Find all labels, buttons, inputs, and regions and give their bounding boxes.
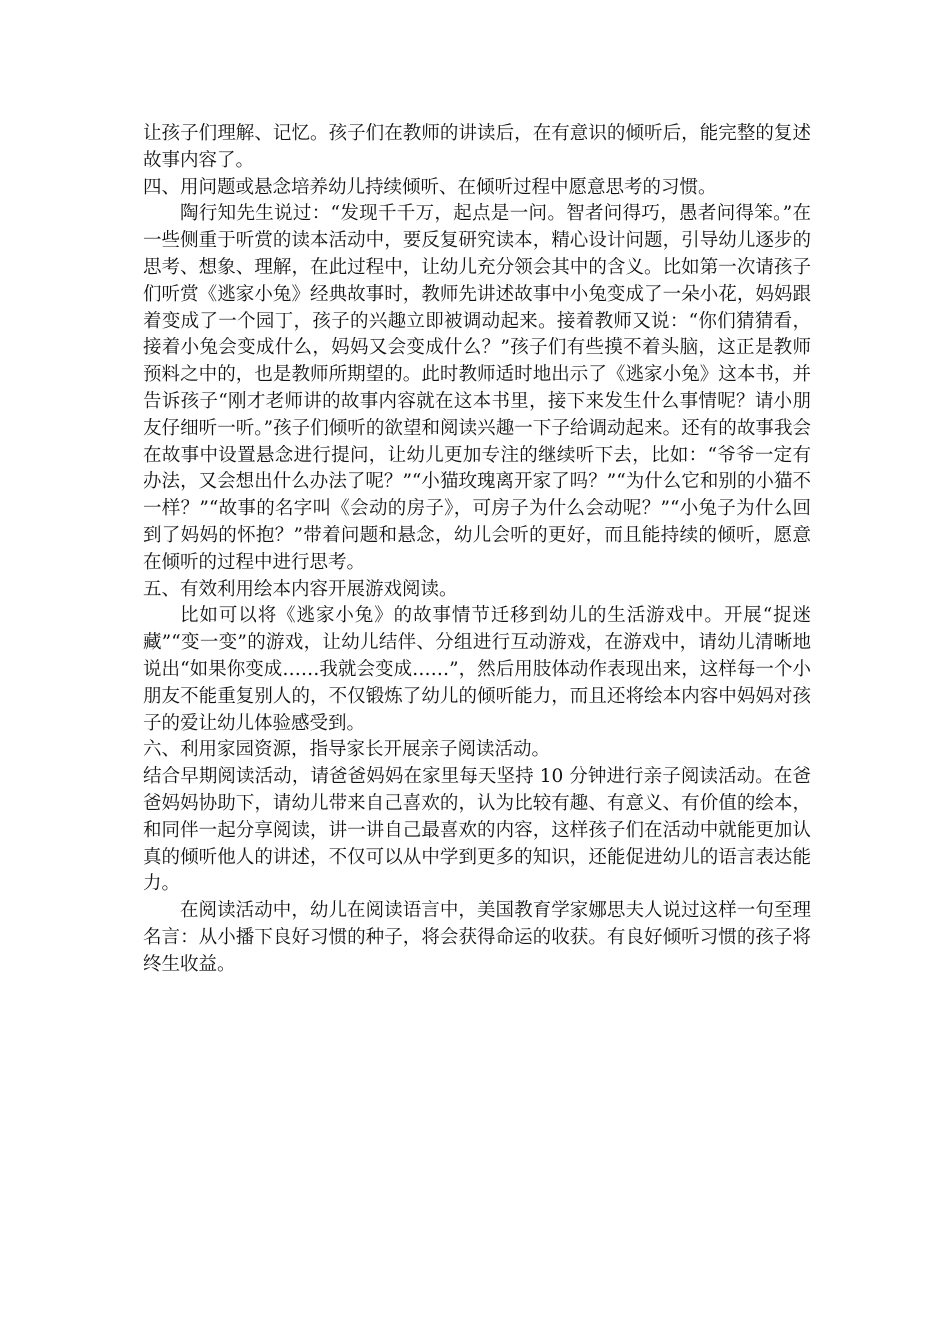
section-heading-6: 六、利用家园资源，指导家长开展亲子阅读活动。	[143, 739, 551, 761]
paragraph-parent-child-reading: 结合早期阅读活动，请爸爸妈妈在家里每天坚持 10 分钟进行亲子阅读活动。在爸爸妈妈协助下，请幼儿带来自己喜欢的，认为比较有趣、有意义、有价值的绘本，和同伴一起分享阅读，讲一讲自己最喜欢的内容，这样孩子们在活动中就能更加认真的倾听他人的讲述，不仅可以从中学到更多的知识，还能促进幼儿的语言表达能力。	[143, 766, 811, 895]
paragraph-conclusion: 在阅读活动中，幼儿在阅读语言中，美国教育学家娜思夫人说过这样一句至理名言：从小播下良好习惯的种子，将会获得命运的收获。有良好倾听习惯的孩子将终生收益。	[143, 900, 811, 975]
document-page	[143, 121, 811, 979]
paragraph-questions-suspense: 陶行知先生说过：“发现千千万，起点是一问。智者问得巧，愚者问得笨。”在一些侧重于听赏的读本活动中，要反复研究读本，精心设计问题，引导幼儿逐步的思考、想象、理解，在此过程中，让幼儿充分领会其中的含义。比如第一次请孩子们听赏《逃家小兔》经典故事时，教师先讲述故事中小兔变成了一朵小花，妈妈跟着变成了一个园丁，孩子的兴趣立即被调动起来。接着教师又说：“你们猜猜看，接着小兔会变成什么，妈妈又会变成什么？”孩子们有些摸不着头脑，这正是教师预料之中的，也是教师所期望的。此时教师适时地出示了《逃家小兔》这本书，并告诉孩子“刚才老师讲的故事内容就在这本书里，接下来发生什么事情呢？请小朋友仔细听一听。”孩子们倾听的欲望和阅读兴趣一下子给调动起来。还有的故事我会在故事中设置悬念进行提问，让幼儿更加专注的继续听下去，比如：“爷爷一定有办法，又会想出什么办法了呢？”“小猫玫瑰离开家了吗？”“为什么它和别的小猫不一样？”“故事的名字叫《会动的房子》，可房子为什么会动呢？”“小兔子为什么回到了妈妈的怀抱？”带着问题和悬念，幼儿会听的更好，而且能持续的倾听，愿意在倾听的过程中进行思考。	[143, 203, 811, 573]
section-heading-4: 四、用问题或悬念培养幼儿持续倾听、在倾听过程中愿意思考的习惯。	[143, 176, 717, 198]
paragraph-game-reading: 比如可以将《逃家小兔》的故事情节迁移到幼儿的生活游戏中。开展“捉迷藏”“变一变”的游戏，让幼儿结伴、分组进行互动游戏，在游戏中，请幼儿清晰地说出“如果你变成……我就会变成……”，然后用肢体动作表现出来，这样每一个小朋友不能重复别人的，不仅锻炼了幼儿的倾听能力，而且还将绘本内容中妈妈对孩子的爱让幼儿体验感受到。	[143, 605, 811, 734]
section-heading-5: 五、有效利用绘本内容开展游戏阅读。	[143, 578, 458, 600]
paragraph-retelling: 让孩子们理解、记忆。孩子们在教师的讲读后，在有意识的倾听后，能完整的复述故事内容了。	[143, 123, 811, 171]
